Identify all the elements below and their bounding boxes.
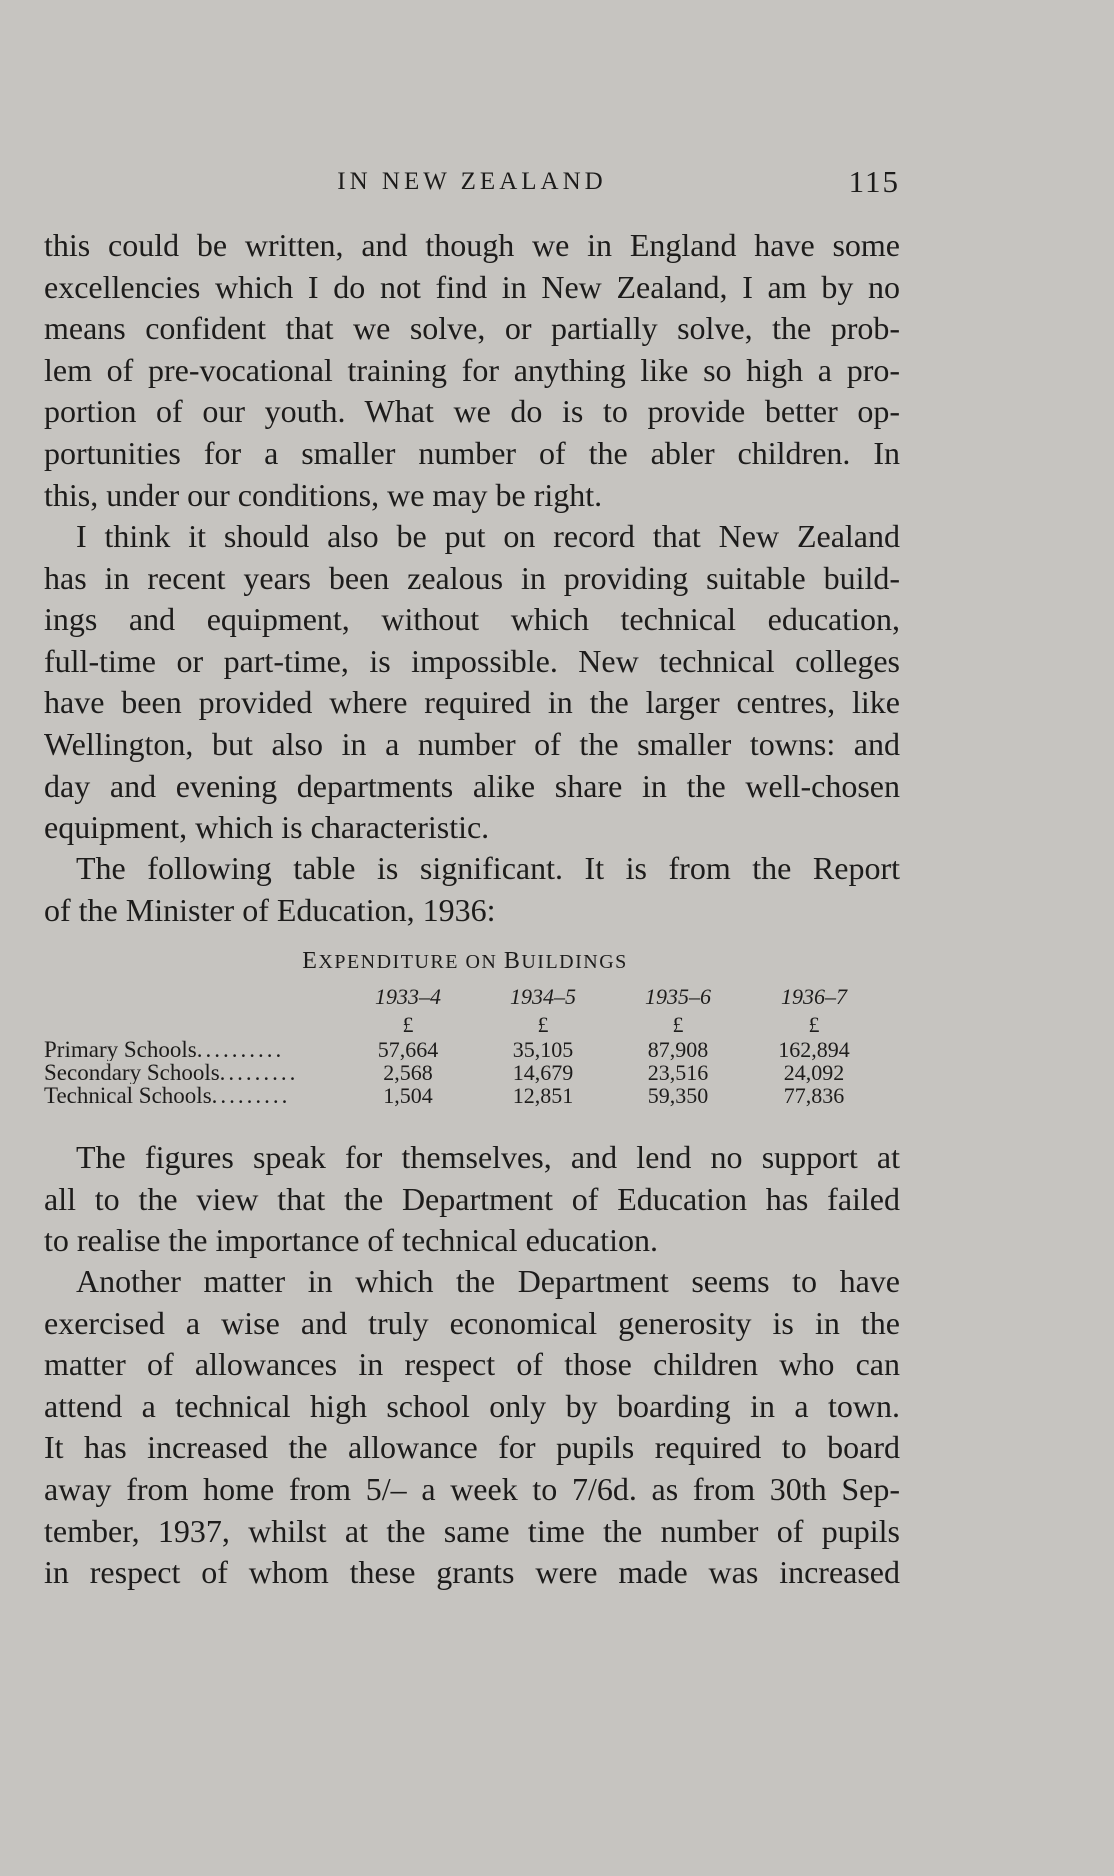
currency-unit: £: [808, 1012, 820, 1037]
text-line: Wellington, but also in a number of the smaller towns: and: [44, 725, 900, 762]
text-line: It has increased the allowance for pupils required to board: [44, 1429, 900, 1466]
paragraph-buildings: [44, 516, 900, 849]
currency-unit: £: [672, 1012, 684, 1037]
year-header: 1936–7: [781, 984, 847, 1009]
text-line: to realise the importance of technical education.: [44, 1222, 658, 1259]
text-line: all to the view that the Department of Education has failed: [44, 1180, 900, 1217]
text-line: full-time or part-time, is impossible. New technical colleges: [44, 642, 900, 679]
table-row: [44, 1061, 900, 1084]
caption-text: XPENDITURE ON: [318, 951, 504, 973]
table-row: [44, 1038, 900, 1061]
table-cell: 12,851: [512, 1083, 574, 1108]
caption-initial: B: [503, 948, 522, 974]
currency-unit: £: [402, 1012, 414, 1037]
text-line: equipment, which is characteristic.: [44, 809, 490, 846]
table-cell: 35,105: [512, 1037, 574, 1062]
table-caption: [0, 948, 930, 975]
table-header-row: [44, 982, 900, 1012]
paragraph-figures: [44, 1137, 900, 1262]
text-line: means confident that we solve, or partially solve, the prob-: [44, 310, 900, 347]
text-line: have been provided where required in the larger centres, like: [44, 684, 900, 721]
table-cell: 1,504: [383, 1083, 433, 1108]
table-cell: 77,836: [783, 1083, 845, 1108]
paragraph-allowances: [44, 1261, 900, 1594]
table-row: [44, 1084, 900, 1107]
currency-unit: £: [537, 1012, 549, 1037]
caption-initial: E: [302, 948, 319, 974]
text-line: lem of pre-vocational training for anything like so high a pro-: [44, 351, 900, 388]
text-line: has in recent years been zealous in providing suitable build-: [44, 559, 900, 596]
text-line: tember, 1937, whilst at the same time the number of pupils: [44, 1512, 900, 1549]
text-line: excellencies which I do not find in New Zealand, I am by no: [44, 268, 900, 305]
text-line: portion of our youth. What we do is to provide better op-: [44, 393, 900, 430]
table-cell: 14,679: [512, 1060, 574, 1085]
table-cell: 2,568: [383, 1060, 433, 1085]
text-line: The figures speak for themselves, and lend no support at: [76, 1139, 900, 1175]
dot-leader: .........: [219, 1061, 299, 1084]
text-line: day and evening departments alike share in the well-chosen: [44, 767, 900, 804]
text-line: away from home from 5/– a week to 7/6d. as from 30th Sep-: [44, 1470, 900, 1507]
text-line: ings and equipment, without which technical education,: [44, 601, 900, 638]
text-line: matter of allowances in respect of those children who can: [44, 1346, 900, 1383]
table-cell: 59,350: [647, 1083, 709, 1108]
expenditure-table: [44, 982, 900, 1107]
running-head: [44, 164, 900, 204]
table-cell: 23,516: [647, 1060, 709, 1085]
running-title: IN NEW ZEALAND: [337, 168, 607, 195]
paragraph-continued: [44, 225, 900, 516]
text-line: The following table is significant. It is from the Report: [76, 850, 900, 886]
row-label: Secondary Schools.........: [44, 1061, 299, 1084]
text-line: in respect of whom these grants were made was increased: [44, 1554, 900, 1591]
year-header: 1934–5: [510, 984, 576, 1009]
paragraph-table-intro: [44, 848, 900, 931]
text-line: this, under our conditions, we may be right.: [44, 476, 603, 513]
table-cell: 24,092: [783, 1060, 845, 1085]
page-number: 115: [848, 164, 900, 199]
table-cell: 162,894: [778, 1037, 850, 1062]
table-cell: 57,664: [377, 1037, 439, 1062]
caption-text: UILDINGS: [521, 951, 628, 973]
text-line: exercised a wise and truly economical generosity is in the: [44, 1304, 900, 1341]
table-unit-row: [44, 1012, 900, 1038]
text-line: portunities for a smaller number of the abler children. In: [44, 434, 900, 471]
text-line: attend a technical high school only by boarding in a town.: [44, 1387, 900, 1424]
row-label: Primary Schools..........: [44, 1038, 285, 1061]
row-label: Technical Schools.........: [44, 1084, 291, 1107]
text-line: I think it should also be put on record that New Zealand: [76, 518, 900, 554]
text-line: Another matter in which the Department seems to have: [76, 1263, 900, 1299]
text-line: of the Minister of Education, 1936:: [44, 891, 496, 928]
year-header: 1935–6: [645, 984, 711, 1009]
table-cell: 87,908: [647, 1037, 709, 1062]
dot-leader: ..........: [196, 1038, 285, 1061]
text-line: this could be written, and though we in England have some: [44, 227, 900, 263]
dot-leader: .........: [211, 1084, 291, 1107]
year-header: 1933–4: [375, 984, 441, 1009]
